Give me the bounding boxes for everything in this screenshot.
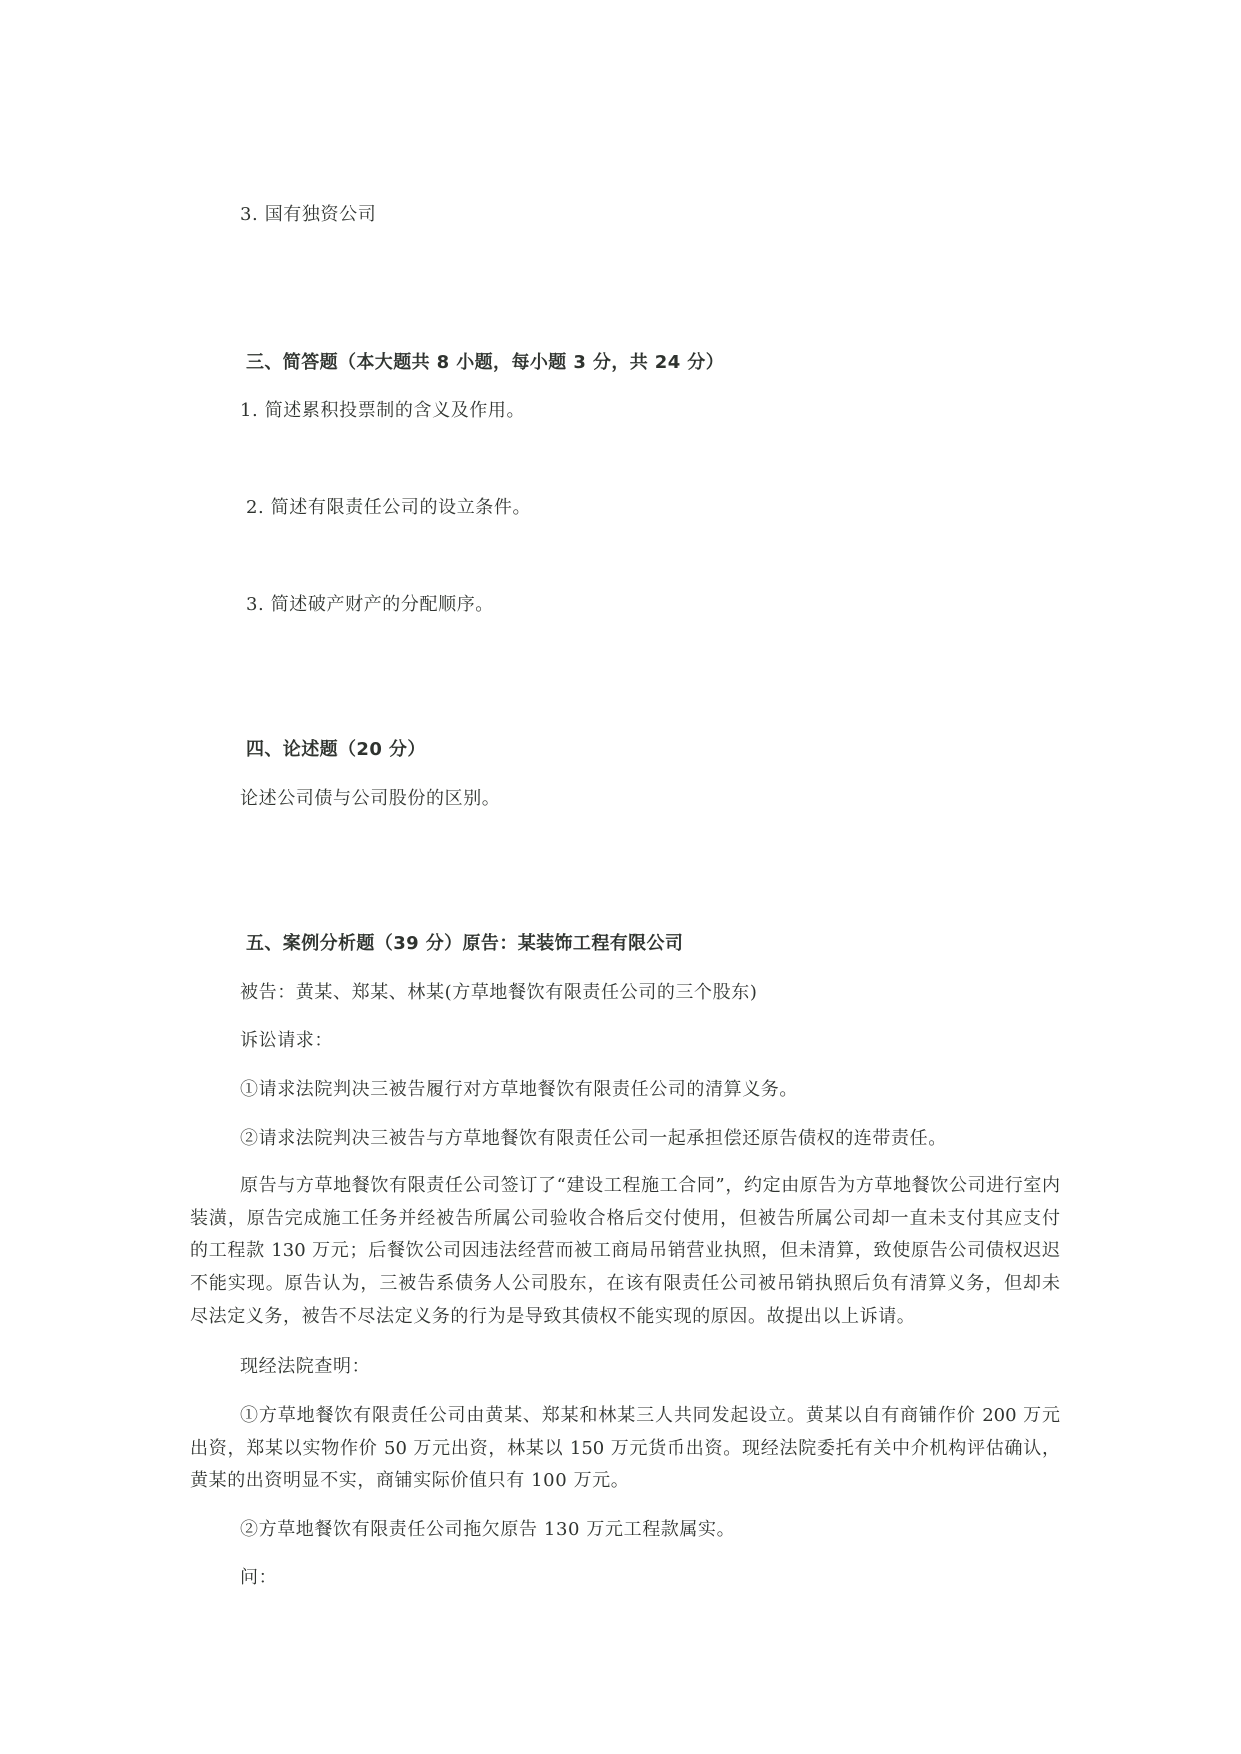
question-item: 2. 简述有限责任公司的设立条件。 (246, 497, 532, 518)
question-label: 问： (240, 1567, 278, 1588)
claim-item: ①请求法院判决三被告履行对方草地餐饮有限责任公司的清算义务。 (240, 1079, 798, 1100)
paragraph-line: 的工程款 130 万元；后餐饮公司因违法经营而被工商局吊销营业执照，但未清算，致使原告公司债权迟迟 (190, 1240, 1060, 1262)
section-3-heading: 三、简答题（本大题共 8 小题，每小题 3 分，共 24 分） (246, 352, 725, 373)
list-item: 3. 国有独资公司 (240, 204, 377, 225)
facts-paragraph (190, 1170, 1060, 1333)
paragraph-line: 装潢，原告完成施工任务并经被告所属公司验收合格后交付使用，但被告所属公司却一直未支付其应支付 (190, 1207, 1060, 1229)
claims-label: 诉讼请求： (240, 1030, 333, 1051)
section-5-heading: 五、案例分析题（39 分）原告：某装饰工程有限公司 (246, 933, 684, 954)
paragraph-line: 出资，郑某以实物作价 50 万元出资，林某以 150 万元货币出资。现经法院委托有关中介机构评估确认， (190, 1437, 1060, 1459)
essay-question: 论述公司债与公司股份的区别。 (240, 788, 501, 809)
paragraph-line: 不能实现。原告认为，三被告系债务人公司股东，在该有限责任公司被吊销执照后负有清算义务，但却未 (190, 1273, 1060, 1295)
paragraph-line: 原告与方草地餐饮有限责任公司签订了“建设工程施工合同”，约定由原告为方草地餐饮公司进行室内 (240, 1175, 1060, 1196)
claim-item: ②请求法院判决三被告与方草地餐饮有限责任公司一起承担偿还原告债权的连带责任。 (240, 1128, 947, 1149)
question-item: 3. 简述破产财产的分配顺序。 (246, 594, 494, 615)
paragraph-line: 黄某的出资明显不实，商铺实际价值只有 100 万元。 (190, 1470, 630, 1492)
findings-label: 现经法院查明： (240, 1356, 371, 1377)
section-4-heading: 四、论述题（20 分） (246, 739, 426, 760)
finding-1-paragraph (190, 1400, 1060, 1498)
paragraph-line: ①方草地餐饮有限责任公司由黄某、郑某和林某三人共同发起设立。黄某以自有商铺作价 200 万元 (240, 1405, 1060, 1426)
defendant-line: 被告：黄某、郑某、林某(方草地餐饮有限责任公司的三个股东) (240, 982, 758, 1003)
paragraph-line: 尽法定义务，被告不尽法定义务的行为是导致其债权不能实现的原因。故提出以上诉请。 (190, 1305, 916, 1327)
question-item: 1. 简述累积投票制的含义及作用。 (240, 400, 526, 421)
finding-2: ②方草地餐饮有限责任公司拖欠原告 130 万元工程款属实。 (240, 1519, 736, 1540)
